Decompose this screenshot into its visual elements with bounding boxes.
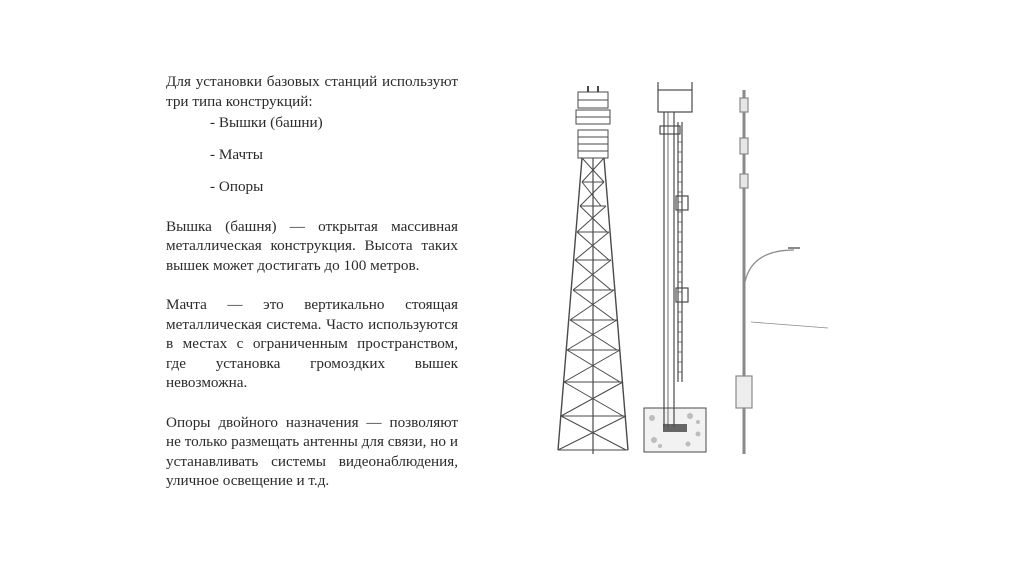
mast-image [644, 82, 706, 452]
intro-lead: Для установки базовых станций используют три типа конструкций: [166, 73, 458, 110]
list-item-mast: - Мачты [210, 146, 263, 163]
structure-types-list [166, 113, 458, 197]
lattice-tower-image [558, 86, 628, 454]
text-column [166, 72, 458, 491]
tower-paragraph: Вышка (башня) — открытая массивная металлическая конструкция. Высота таких вышек может достигать до 100 метров. [166, 217, 458, 274]
dual-purpose-pole-image [736, 90, 828, 454]
list-item-pole: - Опоры [210, 178, 264, 195]
tower-types-illustration [548, 82, 848, 462]
pole-paragraph: Опоры двойного назначения — позволяют не только размещать антенны для связи, но и устанавливать системы видеонаблюдения, уличное освещение и т.д. [166, 413, 458, 489]
mast-paragraph: Мачта — это вертикально стоящая металлическая система. Часто используются в местах с ограниченным пространством, где установка громоздких вышек невозможна. [166, 296, 458, 391]
list-item-tower: - Вышки (башни) [210, 114, 323, 131]
